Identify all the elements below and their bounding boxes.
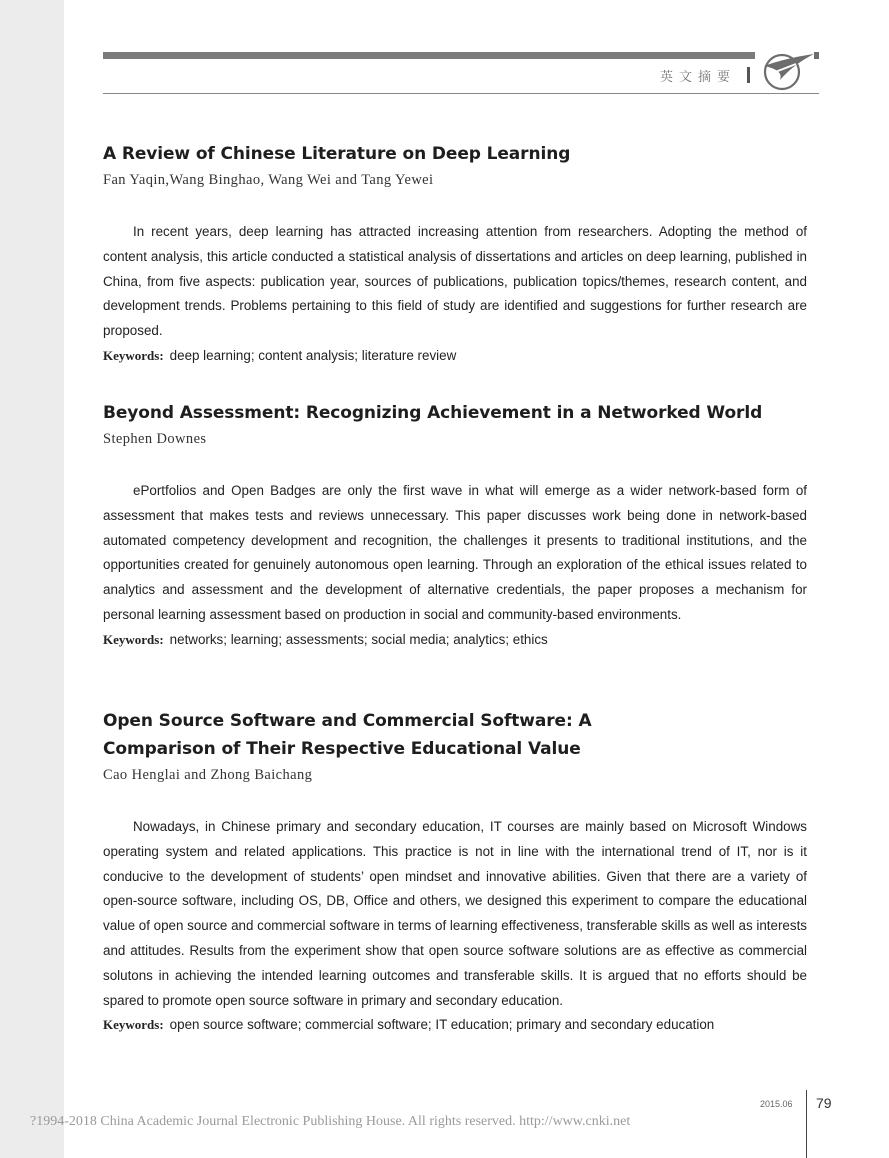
keywords-text: open source software; commercial software; IT education; primary and secondary education bbox=[169, 1017, 715, 1033]
article-keywords bbox=[103, 628, 807, 652]
article-title: A Review of Chinese Literature on Deep Learning bbox=[103, 144, 571, 164]
article-keywords bbox=[103, 344, 807, 368]
page-left-margin bbox=[0, 0, 64, 1158]
page-number: 79 bbox=[816, 1095, 832, 1111]
header-rule bbox=[103, 93, 819, 94]
article-authors: Cao Henglai and Zhong Baichang bbox=[103, 767, 313, 783]
page-number-divider bbox=[806, 1090, 807, 1158]
section-label: 英文摘要 bbox=[660, 70, 737, 85]
article-title: Beyond Assessment: Recognizing Achievement in a Networked World bbox=[103, 403, 763, 423]
header-bar bbox=[103, 52, 755, 59]
article-title: Open Source Software and Commercial Software: A Comparison of Their Respective Educational Value bbox=[103, 711, 592, 759]
article-authors: Stephen Downes bbox=[103, 431, 207, 447]
section-label-divider bbox=[747, 67, 750, 83]
copyright-footer: ?1994-2018 China Academic Journal Electronic Publishing House. All rights reserved. http://www.cnki.net bbox=[30, 1114, 631, 1129]
journal-logo-icon bbox=[756, 50, 820, 92]
article-abstract: ePortfolios and Open Badges are only the first wave in what will emerge as a wider network-based form of assessment that makes tests and reviews unnecessary. This paper discusses work being done in network-based automated competency development and recognition, the challenges it presents to traditional institutions, and the opportunities created for genuinely autonomous open learning. Through an exploration of the ethical issues related to analytics and assessment and the development of alternative credentials, the paper proposes a mechanism for personal learning assessment based on production in social and community-based environments. bbox=[103, 483, 807, 622]
article-keywords bbox=[103, 1013, 807, 1037]
article-abstract: In recent years, deep learning has attracted increasing attention from researchers. Adopting the method of content analysis, this article conducted a statistical analysis of dissertations and articles on deep learning, published in China, from five aspects: publication year, sources of publications, publication topics/themes, research content, and development trends. Problems pertaining to this field of study are identified and suggestions for further research are proposed. bbox=[103, 224, 807, 339]
keywords-text: networks; learning; assessments; social media; analytics; ethics bbox=[169, 631, 548, 647]
article-3 bbox=[103, 707, 807, 1037]
keywords-label: Keywords: bbox=[103, 631, 164, 647]
article-abstract: Nowadays, in Chinese primary and secondary education, IT courses are mainly based on Microsoft Windows operating system and related applications. This practice is not in line with the international trend of IT, nor is it conducive to the development of students’ open mindset and innovative abilities. Given that there are a variety of open-source software, including OS, DB, Office and others, we designed this experiment to compare the educational value of open source and commercial software in terms of learning effectiveness, transferable skills as well as interests and attitudes. Results from the experiment show that open source software solutions are as effective as commercial solutons in achieving the intended learning outcomes and transferable skills. It is argued that no efforts should be spared to promote open source software in primary and secondary education. bbox=[103, 819, 807, 1008]
article-1 bbox=[103, 140, 807, 368]
keywords-label: Keywords: bbox=[103, 347, 164, 363]
issue-date: 2015.06 bbox=[760, 1099, 793, 1109]
keywords-text: deep learning; content analysis; literature review bbox=[169, 347, 457, 363]
article-authors: Fan Yaqin,Wang Binghao, Wang Wei and Tang Yewei bbox=[103, 172, 434, 188]
keywords-label: Keywords: bbox=[103, 1017, 164, 1033]
article-2 bbox=[103, 399, 807, 652]
